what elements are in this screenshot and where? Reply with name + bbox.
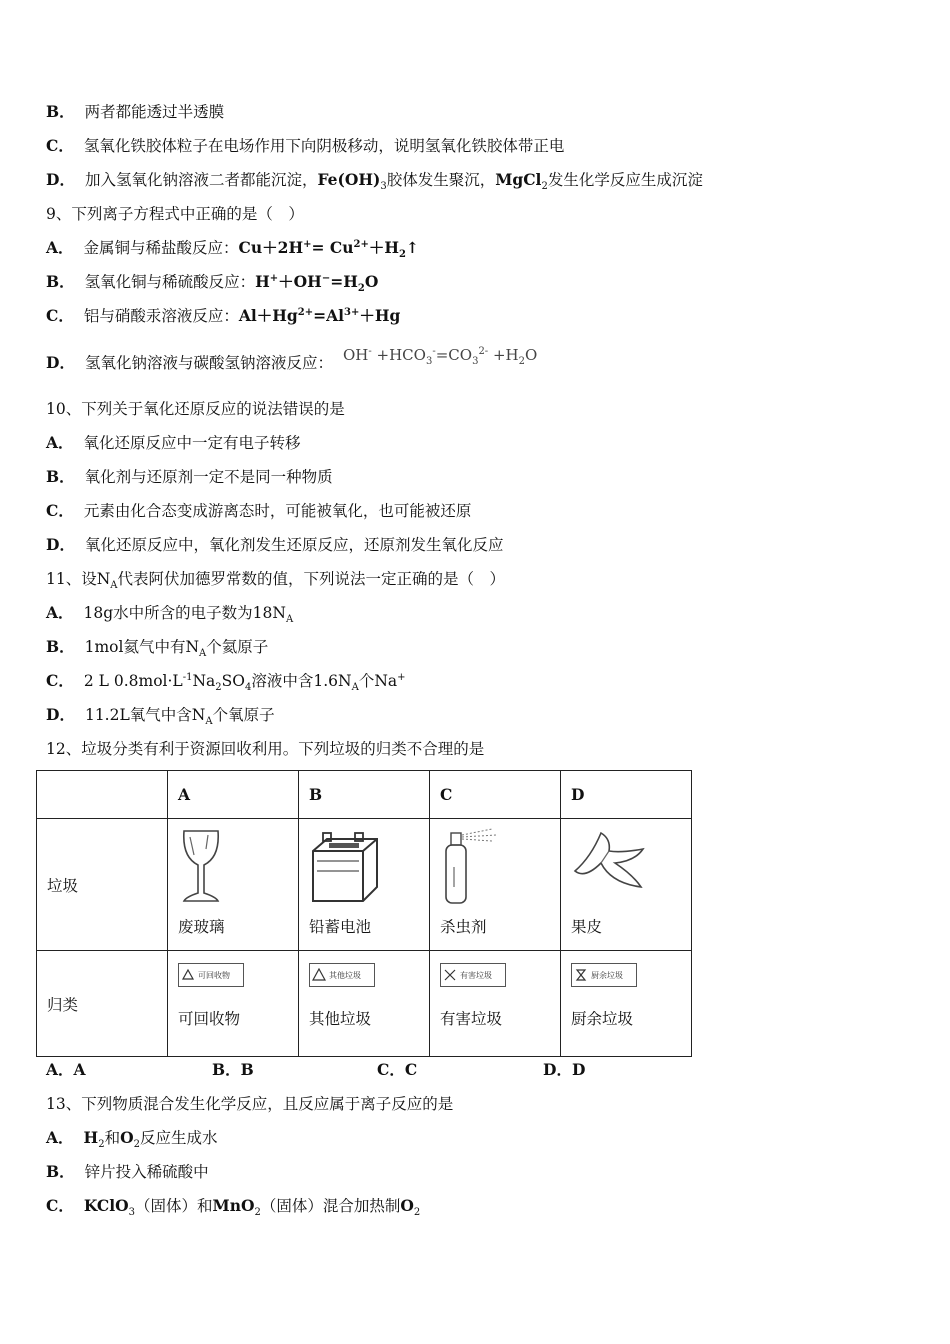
superscript: + xyxy=(397,671,406,683)
formula: O xyxy=(120,1128,134,1147)
option-letter: C． xyxy=(46,306,74,325)
formula: O xyxy=(400,1196,414,1215)
option-text: 1mol氦气中有N xyxy=(84,638,200,656)
option-text: （固体）和 xyxy=(135,1197,213,1215)
badge-text: 可回收物 xyxy=(198,970,230,980)
option-letter: A． xyxy=(46,1128,74,1147)
superscript: 2+ xyxy=(297,306,314,318)
equation xyxy=(342,346,538,367)
option-text: 金属铜与稀盐酸反应： xyxy=(83,239,239,257)
subscript: A xyxy=(110,580,118,592)
subscript: A xyxy=(199,648,207,660)
table-row xyxy=(37,819,692,951)
q8-option-c xyxy=(46,135,564,157)
q10-option-a xyxy=(46,432,301,454)
option-letter: C． xyxy=(46,136,74,155)
waste-sorting-table xyxy=(36,770,692,1057)
q11-option-c xyxy=(46,670,406,692)
option-letter: C． xyxy=(46,1196,74,1215)
option-text: 个氦原子 xyxy=(206,638,269,656)
subscript: 4 xyxy=(244,682,252,694)
subscript: 2 xyxy=(98,1139,105,1151)
table-cell xyxy=(299,951,430,1057)
table-cell-empty xyxy=(37,771,168,819)
eq-part: ＋H xyxy=(368,238,399,257)
q9-option-b xyxy=(46,271,378,293)
superscript: − xyxy=(321,272,331,284)
q11-option-a xyxy=(46,602,293,624)
stem-part: 11、设N xyxy=(46,570,111,588)
superscript: 3+ xyxy=(344,306,360,318)
option-text: 加入氢氧化钠溶液二者都能沉淀， xyxy=(84,171,318,189)
option-letter: B． xyxy=(46,102,75,121)
recyclable-badge xyxy=(178,963,244,987)
spray-can-icon xyxy=(440,827,500,905)
option-text: 和 xyxy=(104,1129,121,1147)
subscript: 2 xyxy=(215,682,222,694)
battery-icon xyxy=(309,827,381,905)
option-text: 氧化剂与还原剂一定不是同一种物质 xyxy=(84,468,333,486)
eq-part: = Cu xyxy=(311,238,354,257)
kitchen-waste-badge xyxy=(571,963,637,987)
eq-part: +H xyxy=(488,346,519,364)
option-text: 18g水中所含的电子数为18N xyxy=(83,604,286,622)
superscript: - xyxy=(432,346,436,357)
q13-option-a xyxy=(46,1127,217,1149)
option-letter: C． xyxy=(46,671,74,690)
option-text: 氧化还原反应中一定有电子转移 xyxy=(83,434,301,452)
cross-icon xyxy=(443,968,457,982)
q9-option-a xyxy=(46,237,419,259)
formula: MnO xyxy=(212,1196,255,1215)
option-letter: D． xyxy=(46,535,75,554)
equation xyxy=(255,272,379,295)
eq-part: =Al xyxy=(313,306,345,325)
option-text: 锌片投入稀硫酸中 xyxy=(84,1163,209,1181)
answer-option: D．D xyxy=(543,1060,586,1079)
subscript: 3 xyxy=(128,1207,136,1219)
option-letter: B． xyxy=(46,467,75,486)
option-text: 2 L 0.8mol·L xyxy=(83,672,183,690)
waste-label: 果皮 xyxy=(571,918,603,936)
table-header: C xyxy=(430,771,561,819)
category-label: 厨余垃圾 xyxy=(571,1010,634,1028)
option-text: 铝与硝酸汞溶液反应： xyxy=(83,307,239,325)
table-row xyxy=(37,951,692,1057)
subscript: 3 xyxy=(425,356,433,367)
subscript: 2 xyxy=(254,1207,261,1219)
q8-option-b xyxy=(46,101,224,123)
category-label: 有害垃圾 xyxy=(440,1010,503,1028)
table-header: D xyxy=(561,771,692,819)
subscript: 3 xyxy=(472,356,479,367)
q9-option-d xyxy=(46,346,538,374)
waste-label: 铅蓄电池 xyxy=(309,918,372,936)
subscript: 2 xyxy=(398,249,406,261)
subscript: 3 xyxy=(380,181,387,193)
eq-part: =CO xyxy=(435,346,473,364)
option-text: 两者都能透过半透膜 xyxy=(84,103,225,121)
option-text: 氢氧化铜与稀硫酸反应： xyxy=(84,273,256,291)
q9-option-c xyxy=(46,305,400,327)
subscript: 2 xyxy=(413,1207,421,1219)
subscript: A xyxy=(285,614,294,626)
q10-option-d xyxy=(46,534,503,556)
other-waste-badge xyxy=(309,963,375,987)
superscript: 2+ xyxy=(353,238,369,250)
answer-option: C．C xyxy=(377,1060,418,1079)
superscript: - xyxy=(368,346,372,357)
subscript: 2 xyxy=(518,356,525,367)
eq-part: ＋OH xyxy=(278,272,322,291)
option-letter: A． xyxy=(46,603,74,622)
eq-part: O xyxy=(524,346,538,364)
eq-part: Cu＋2H xyxy=(238,238,304,257)
subscript: A xyxy=(351,682,359,694)
q9-stem: 9、下列离子方程式中正确的是（ ） xyxy=(46,205,304,223)
formula: H xyxy=(83,1128,99,1147)
option-text: 个Na xyxy=(358,672,398,690)
table-header-row xyxy=(37,771,692,819)
answer-option: B．B xyxy=(212,1060,254,1079)
q12-stem: 12、垃圾分类有利于资源回收利用。下列垃圾的归类不合理的是 xyxy=(46,740,485,758)
equation xyxy=(238,238,419,261)
waste-label: 废玻璃 xyxy=(178,918,225,936)
recycle-icon xyxy=(181,968,195,982)
q11-stem xyxy=(46,568,505,590)
badge-text: 厨余垃圾 xyxy=(591,970,623,980)
q11-option-b xyxy=(46,636,268,658)
category-label: 其他垃圾 xyxy=(309,1010,372,1028)
badge-text: 其他垃圾 xyxy=(329,970,361,980)
eq-part: OH xyxy=(342,346,369,364)
option-text: 溶液中含1.6N xyxy=(251,672,352,690)
option-letter: A． xyxy=(46,238,74,257)
q13-option-b xyxy=(46,1161,209,1183)
option-letter: B． xyxy=(46,637,75,656)
eq-part: ＋Hg xyxy=(359,306,401,325)
q10-option-c xyxy=(46,500,471,522)
option-text: 发生化学反应生成沉淀 xyxy=(547,171,703,189)
subscript: 2 xyxy=(541,181,548,193)
table-cell xyxy=(430,951,561,1057)
stem-part: 代表阿伏加德罗常数的值，下列说法一定正确的是（ ） xyxy=(117,570,506,588)
category-label: 可回收物 xyxy=(178,1010,241,1028)
table-header: A xyxy=(168,771,299,819)
option-text: 个氧原子 xyxy=(212,706,275,724)
option-text: 元素由化合态变成游离态时，可能被氧化，也可能被还原 xyxy=(83,502,472,520)
table-cell xyxy=(299,819,430,951)
hourglass-icon xyxy=(574,968,588,982)
eq-part: Al＋Hg xyxy=(238,306,298,325)
formula: KClO xyxy=(83,1196,129,1215)
option-text: 氢氧化铁胶体粒子在电场作用下向阴极移动，说明氢氧化铁胶体带正电 xyxy=(83,137,565,155)
table-cell xyxy=(561,951,692,1057)
equation xyxy=(239,306,400,325)
badge-text: 有害垃圾 xyxy=(460,970,492,980)
wine-glass-icon xyxy=(178,827,224,905)
option-letter: D． xyxy=(46,353,75,372)
q13-stem: 13、下列物质混合发生化学反应，且反应属于离子反应的是 xyxy=(46,1095,454,1113)
q10-stem: 10、下列关于氧化还原反应的说法错误的是 xyxy=(46,400,345,418)
formula: MgCl xyxy=(495,170,542,189)
option-letter: B． xyxy=(46,272,75,291)
option-text: 11.2L氧气中含N xyxy=(84,706,206,724)
subscript: 2 xyxy=(133,1139,140,1151)
eq-part: =H xyxy=(330,272,358,291)
superscript: + xyxy=(269,272,279,284)
table-cell xyxy=(168,951,299,1057)
table-cell xyxy=(168,819,299,951)
answer-option: A．A xyxy=(46,1060,86,1079)
superscript: 2- xyxy=(478,346,489,357)
eq-part: O xyxy=(364,272,379,291)
triangle-icon xyxy=(312,968,326,982)
table-cell xyxy=(561,819,692,951)
formula: Fe(OH) xyxy=(317,170,381,189)
option-text: 反应生成水 xyxy=(139,1129,218,1147)
option-text: SO xyxy=(221,672,245,690)
eq-part: +HCO xyxy=(371,346,426,364)
subscript: 2 xyxy=(357,283,365,295)
option-text: 氧化还原反应中，氧化剂发生还原反应，还原剂发生氧化反应 xyxy=(84,536,504,554)
q13-option-c xyxy=(46,1195,420,1217)
option-text: 氢氧化钠溶液与碳酸氢钠溶液反应： xyxy=(84,354,333,372)
waste-label: 杀虫剂 xyxy=(440,918,487,936)
q11-option-d xyxy=(46,704,275,726)
banana-peel-icon xyxy=(571,827,647,905)
option-letter: D． xyxy=(46,705,75,724)
option-letter: A． xyxy=(46,433,74,452)
option-text: 胶体发生聚沉， xyxy=(386,171,496,189)
option-text: Na xyxy=(192,672,216,690)
superscript: + xyxy=(303,238,312,250)
option-letter: C． xyxy=(46,501,74,520)
row-label: 归类 xyxy=(37,951,168,1057)
option-letter: D． xyxy=(46,170,75,189)
superscript: -1 xyxy=(182,671,193,683)
table-header: B xyxy=(299,771,430,819)
table-cell xyxy=(430,819,561,951)
q8-option-d xyxy=(46,169,703,191)
eq-part: ↑ xyxy=(405,238,419,257)
hazardous-badge xyxy=(440,963,506,987)
q10-option-b xyxy=(46,466,333,488)
option-text: （固体）混合加热制 xyxy=(260,1197,401,1215)
option-letter: B． xyxy=(46,1162,75,1181)
subscript: A xyxy=(205,716,213,728)
eq-part: H xyxy=(255,272,270,291)
row-label: 垃圾 xyxy=(37,819,168,951)
